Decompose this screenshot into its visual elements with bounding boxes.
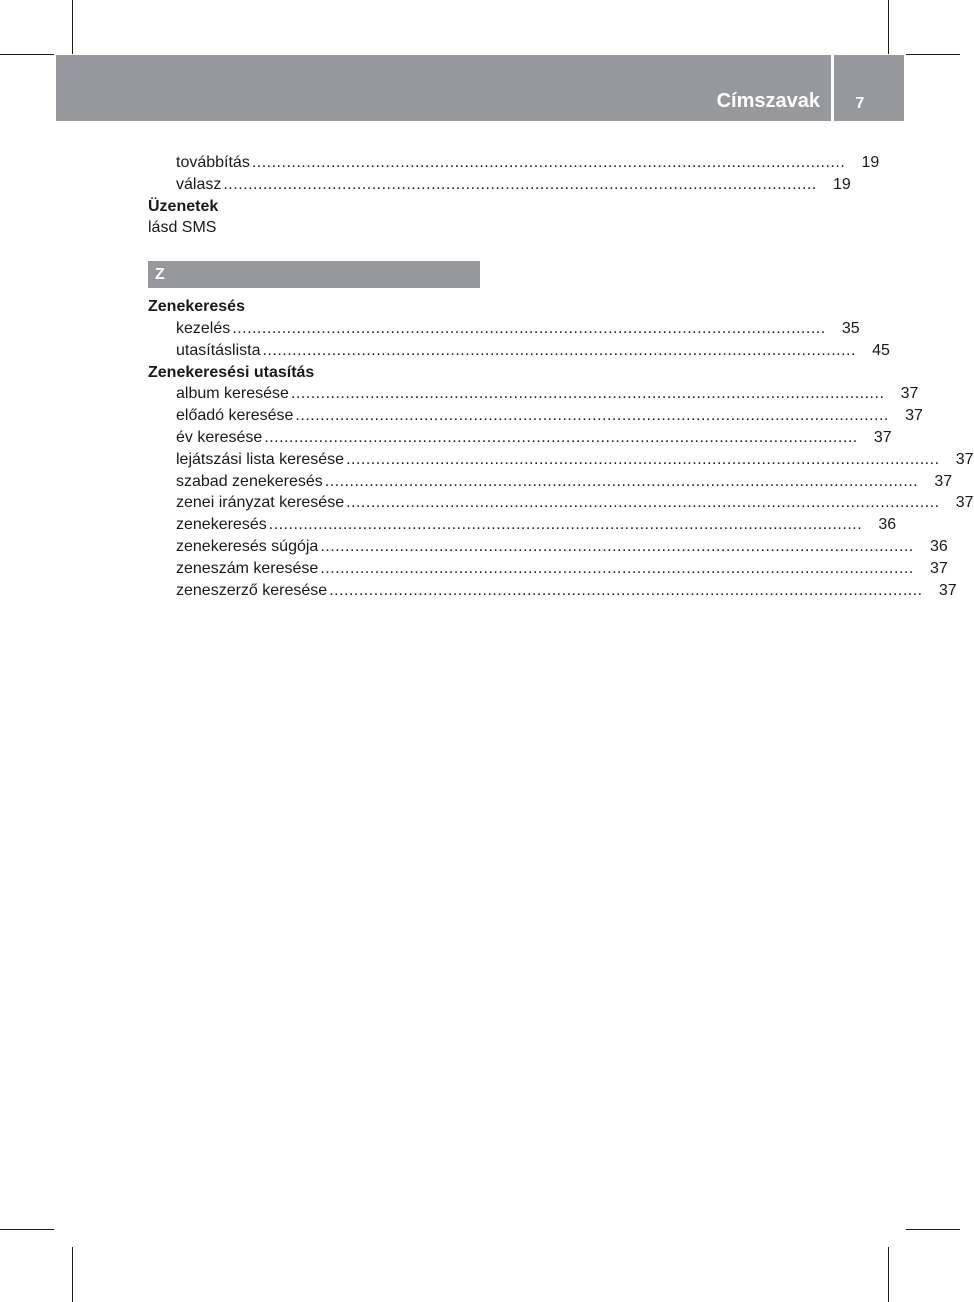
dot-leader: ........................................................................................................................ (290, 385, 885, 403)
index-entry-label: zenei irányzat keresése (176, 494, 345, 512)
page-title: Címszavak (716, 90, 820, 112)
index-entry-page: 19 (833, 175, 851, 193)
index-entry-page: 37 (929, 559, 948, 577)
index-entry-page: 37 (934, 472, 953, 490)
index-entry-label: zeneszerző keresése (176, 581, 328, 599)
index-entry-page: 45 (872, 341, 890, 359)
index-entry-page: 36 (878, 516, 897, 534)
crop-mark (906, 1229, 960, 1230)
index-entry-label: zenekeresés (176, 516, 267, 534)
index-entry-label: kezelés (176, 319, 231, 337)
dot-leader: ........................................................................................................................ (329, 581, 923, 599)
index-entry (148, 318, 860, 340)
dot-leader: ........................................................................................................................ (268, 516, 863, 534)
dot-leader: ........................................................................................................................ (320, 559, 914, 577)
index-entry (148, 383, 919, 405)
index-section-u (148, 152, 880, 239)
index-column (148, 152, 974, 601)
dot-leader: ........................................................................................................................ (295, 407, 889, 425)
crop-mark (72, 0, 73, 54)
index-entry-label: lásd SMS (148, 219, 217, 237)
dot-leader: ........................................................................................................................ (232, 319, 826, 337)
index-entry (148, 405, 923, 427)
index-entry-page: 36 (929, 537, 948, 555)
index-entry-heading (148, 196, 480, 218)
crop-mark (0, 1229, 54, 1230)
index-entry-label: album keresése (176, 385, 289, 403)
dot-leader: ........................................................................................................................ (223, 175, 817, 193)
index-entry (148, 471, 953, 493)
index-entry-page: 37 (900, 385, 919, 403)
index-entry-label: továbbítás (176, 154, 250, 171)
index-entry (148, 492, 974, 514)
index-entry-page: 37 (938, 581, 957, 599)
dot-leader: ........................................................................................................................ (346, 494, 940, 512)
dot-leader: ........................................................................................................................ (324, 472, 919, 490)
index-entry-page: 37 (873, 428, 892, 446)
index-entry-page: 37 (955, 494, 974, 512)
index-entry (148, 580, 957, 602)
index-entry-label: zenekeresés súgója (176, 537, 319, 555)
crop-mark (72, 1247, 73, 1302)
crop-mark (888, 1247, 889, 1302)
index-entry-label: előadó keresése (176, 407, 294, 425)
index-entry-label: válasz (176, 175, 222, 193)
index-entry-page: 19 (861, 154, 880, 171)
index-entry (148, 174, 851, 196)
crop-mark (888, 0, 889, 54)
page-number: 7 (855, 95, 865, 112)
index-entry-label: zeneszám keresése (176, 559, 319, 577)
index-entry-label: Zenekeresés (148, 298, 245, 316)
index-entry-label: Üzenetek (148, 197, 219, 215)
dot-leader: ........................................................................................................................ (320, 537, 914, 555)
index-entry (148, 340, 890, 362)
index-entry (148, 514, 897, 536)
index-entry (148, 558, 948, 580)
index-entry-label: Zenekeresési utasítás (148, 363, 315, 381)
dot-leader: ........................................................................................................................ (346, 450, 940, 468)
index-entry (148, 217, 480, 239)
index-entry (148, 152, 880, 174)
index-entry (148, 427, 892, 449)
index-entry-page: 37 (905, 407, 923, 425)
crop-mark (0, 54, 54, 55)
index-entry-label: utasításlista (176, 341, 261, 359)
dot-leader: ........................................................................................................................ (262, 341, 856, 359)
index-entry (148, 449, 974, 471)
index-entry-label: szabad zenekeresés (176, 472, 323, 490)
dot-leader: ........................................................................................................................ (251, 154, 846, 171)
letter-heading-z: Z (148, 261, 480, 288)
dot-leader: ........................................................................................................................ (264, 428, 858, 446)
index-entry-page: 35 (841, 319, 860, 337)
index-entry-heading (148, 362, 480, 384)
index-entry (148, 536, 948, 558)
index-entry-label: lejátszási lista keresése (176, 450, 345, 468)
index-entry-page: 37 (955, 450, 974, 468)
index-section-z (148, 296, 974, 601)
index-entry-label: év keresése (176, 428, 263, 446)
crop-mark (906, 54, 960, 55)
index-entry-heading (148, 296, 480, 318)
